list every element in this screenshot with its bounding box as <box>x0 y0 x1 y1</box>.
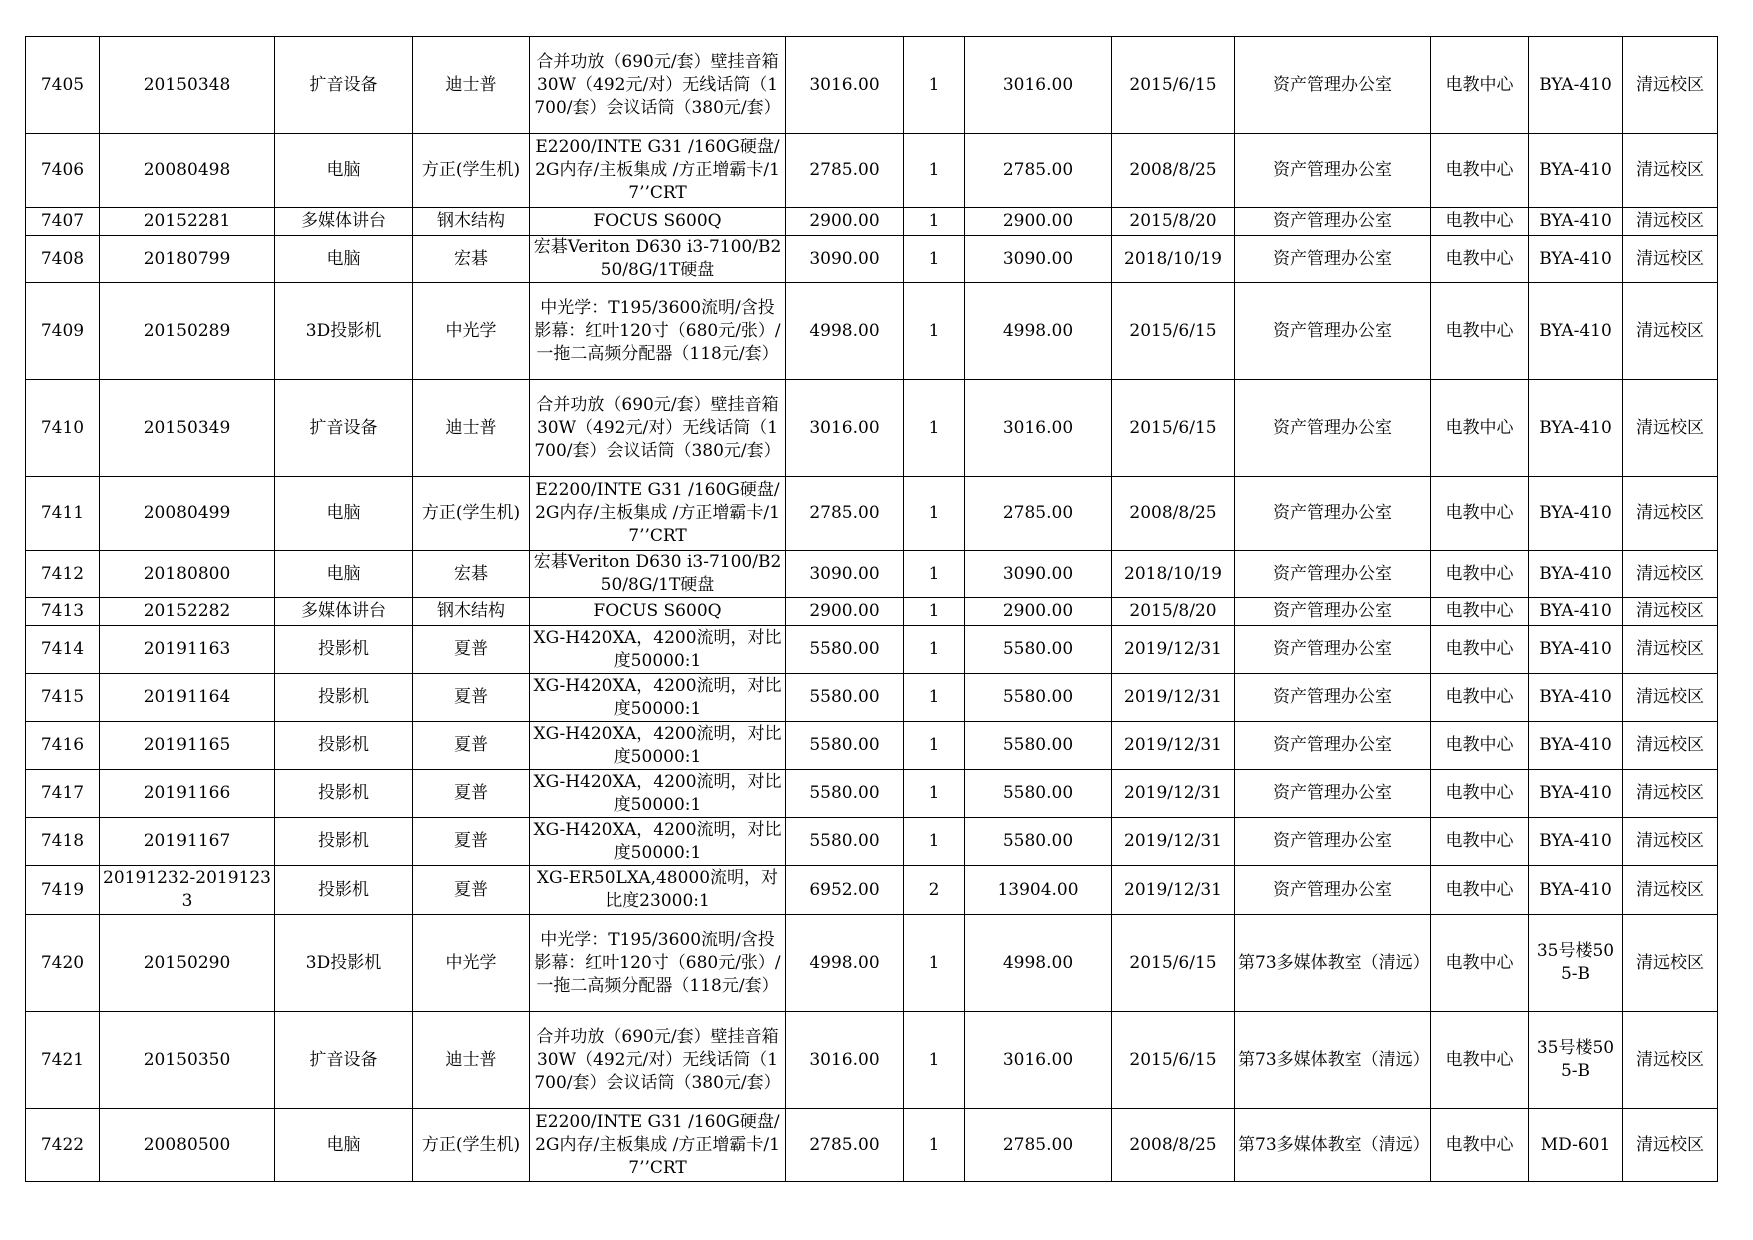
cell-code: 20191164 <box>100 674 275 722</box>
cell-name: 3D投影机 <box>275 283 413 380</box>
cell-code: 20080499 <box>100 477 275 551</box>
cell-campus: 清远校区 <box>1623 1012 1718 1109</box>
cell-qty: 1 <box>904 380 965 477</box>
cell-qty: 1 <box>904 674 965 722</box>
cell-location: 资产管理办公室 <box>1235 134 1431 208</box>
cell-seq: 7408 <box>26 236 100 283</box>
cell-qty: 1 <box>904 551 965 598</box>
cell-brand: 迪士普 <box>413 380 530 477</box>
cell-qty: 1 <box>904 236 965 283</box>
cell-location: 资产管理办公室 <box>1235 380 1431 477</box>
cell-seq: 7418 <box>26 818 100 866</box>
cell-price: 3016.00 <box>786 1012 904 1109</box>
cell-dept: 电教中心 <box>1431 551 1529 598</box>
cell-spec: FOCUS S600Q <box>530 208 786 236</box>
cell-room: BYA-410 <box>1529 236 1623 283</box>
cell-campus: 清远校区 <box>1623 818 1718 866</box>
cell-location: 资产管理办公室 <box>1235 674 1431 722</box>
table-row <box>26 1012 1718 1109</box>
cell-amount: 5580.00 <box>965 626 1112 674</box>
cell-room: BYA-410 <box>1529 134 1623 208</box>
cell-qty: 1 <box>904 208 965 236</box>
cell-room: MD-601 <box>1529 1109 1623 1182</box>
cell-room: BYA-410 <box>1529 626 1623 674</box>
cell-amount: 4998.00 <box>965 283 1112 380</box>
cell-seq: 7410 <box>26 380 100 477</box>
cell-brand: 夏普 <box>413 866 530 915</box>
table-row <box>26 674 1718 722</box>
cell-location: 资产管理办公室 <box>1235 770 1431 818</box>
cell-seq: 7407 <box>26 208 100 236</box>
table-row <box>26 236 1718 283</box>
cell-brand: 夏普 <box>413 818 530 866</box>
table-row <box>26 283 1718 380</box>
cell-code: 20150349 <box>100 380 275 477</box>
cell-price: 2900.00 <box>786 598 904 626</box>
cell-room: BYA-410 <box>1529 866 1623 915</box>
table-row <box>26 134 1718 208</box>
cell-date: 2015/6/15 <box>1112 283 1235 380</box>
cell-date: 2015/6/15 <box>1112 380 1235 477</box>
cell-amount: 2900.00 <box>965 208 1112 236</box>
cell-campus: 清远校区 <box>1623 598 1718 626</box>
cell-seq: 7411 <box>26 477 100 551</box>
cell-code: 20191163 <box>100 626 275 674</box>
cell-name: 扩音设备 <box>275 380 413 477</box>
cell-amount: 4998.00 <box>965 915 1112 1012</box>
cell-dept: 电教中心 <box>1431 722 1529 770</box>
table-row <box>26 208 1718 236</box>
table-row <box>26 626 1718 674</box>
cell-amount: 5580.00 <box>965 770 1112 818</box>
table-row <box>26 477 1718 551</box>
table-row <box>26 37 1718 134</box>
cell-qty: 1 <box>904 915 965 1012</box>
cell-dept: 电教中心 <box>1431 598 1529 626</box>
cell-dept: 电教中心 <box>1431 477 1529 551</box>
cell-qty: 1 <box>904 477 965 551</box>
cell-price: 5580.00 <box>786 626 904 674</box>
cell-dept: 电教中心 <box>1431 770 1529 818</box>
cell-name: 投影机 <box>275 818 413 866</box>
cell-spec: XG-H420XA，4200流明，对比度50000:1 <box>530 722 786 770</box>
cell-amount: 5580.00 <box>965 674 1112 722</box>
cell-location: 第73多媒体教室（清远） <box>1235 915 1431 1012</box>
cell-amount: 3090.00 <box>965 551 1112 598</box>
table-row <box>26 818 1718 866</box>
table-body <box>26 37 1718 1182</box>
cell-spec: 合并功放（690元/套）壁挂音箱30W（492元/对）无线话筒（1700/套）会议话筒（380元/套） <box>530 1012 786 1109</box>
cell-brand: 钢木结构 <box>413 598 530 626</box>
cell-price: 2900.00 <box>786 208 904 236</box>
cell-dept: 电教中心 <box>1431 626 1529 674</box>
cell-spec: E2200/INTE G31 /160G硬盘/2G内存/主板集成 /方正增霸卡/17’’CRT <box>530 1109 786 1182</box>
cell-dept: 电教中心 <box>1431 208 1529 236</box>
cell-location: 资产管理办公室 <box>1235 37 1431 134</box>
cell-code: 20191166 <box>100 770 275 818</box>
cell-seq: 7421 <box>26 1012 100 1109</box>
cell-amount: 3090.00 <box>965 236 1112 283</box>
cell-room: 35号楼505-B <box>1529 1012 1623 1109</box>
cell-date: 2019/12/31 <box>1112 722 1235 770</box>
cell-spec: 中光学：T195/3600流明/含投影幕：红叶120寸（680元/张）/一拖二高频分配器（118元/套） <box>530 283 786 380</box>
cell-brand: 夏普 <box>413 770 530 818</box>
cell-location: 资产管理办公室 <box>1235 818 1431 866</box>
cell-dept: 电教中心 <box>1431 1109 1529 1182</box>
cell-location: 第73多媒体教室（清远） <box>1235 1012 1431 1109</box>
cell-location: 资产管理办公室 <box>1235 283 1431 380</box>
cell-campus: 清远校区 <box>1623 722 1718 770</box>
cell-code: 20080498 <box>100 134 275 208</box>
table-row <box>26 866 1718 915</box>
cell-amount: 2900.00 <box>965 598 1112 626</box>
cell-name: 多媒体讲台 <box>275 208 413 236</box>
cell-brand: 宏碁 <box>413 551 530 598</box>
cell-campus: 清远校区 <box>1623 674 1718 722</box>
cell-date: 2018/10/19 <box>1112 551 1235 598</box>
cell-code: 20180799 <box>100 236 275 283</box>
cell-brand: 中光学 <box>413 283 530 380</box>
cell-campus: 清远校区 <box>1623 380 1718 477</box>
cell-dept: 电教中心 <box>1431 674 1529 722</box>
cell-campus: 清远校区 <box>1623 770 1718 818</box>
cell-amount: 3016.00 <box>965 380 1112 477</box>
cell-code: 20191167 <box>100 818 275 866</box>
cell-name: 电脑 <box>275 236 413 283</box>
cell-code: 20150290 <box>100 915 275 1012</box>
cell-name: 投影机 <box>275 722 413 770</box>
cell-date: 2019/12/31 <box>1112 818 1235 866</box>
table-row <box>26 770 1718 818</box>
cell-date: 2015/6/15 <box>1112 915 1235 1012</box>
cell-location: 资产管理办公室 <box>1235 208 1431 236</box>
cell-room: BYA-410 <box>1529 818 1623 866</box>
cell-room: BYA-410 <box>1529 674 1623 722</box>
cell-spec: 合并功放（690元/套）壁挂音箱30W（492元/对）无线话筒（1700/套）会议话筒（380元/套） <box>530 37 786 134</box>
cell-seq: 7419 <box>26 866 100 915</box>
cell-code: 20150348 <box>100 37 275 134</box>
cell-date: 2015/8/20 <box>1112 208 1235 236</box>
cell-campus: 清远校区 <box>1623 866 1718 915</box>
cell-dept: 电教中心 <box>1431 37 1529 134</box>
cell-qty: 2 <box>904 866 965 915</box>
table-row <box>26 1109 1718 1182</box>
cell-date: 2008/8/25 <box>1112 477 1235 551</box>
cell-qty: 1 <box>904 722 965 770</box>
cell-dept: 电教中心 <box>1431 283 1529 380</box>
cell-seq: 7417 <box>26 770 100 818</box>
cell-spec: 合并功放（690元/套）壁挂音箱30W（492元/对）无线话筒（1700/套）会议话筒（380元/套） <box>530 380 786 477</box>
cell-name: 电脑 <box>275 477 413 551</box>
cell-dept: 电教中心 <box>1431 866 1529 915</box>
cell-seq: 7420 <box>26 915 100 1012</box>
cell-code: 20150289 <box>100 283 275 380</box>
cell-spec: 宏碁Veriton D630 i3-7100/B250/8G/1T硬盘 <box>530 236 786 283</box>
cell-qty: 1 <box>904 626 965 674</box>
cell-campus: 清远校区 <box>1623 626 1718 674</box>
asset-table <box>25 36 1718 1182</box>
cell-room: BYA-410 <box>1529 722 1623 770</box>
cell-room: BYA-410 <box>1529 283 1623 380</box>
cell-code: 20180800 <box>100 551 275 598</box>
cell-location: 资产管理办公室 <box>1235 626 1431 674</box>
cell-qty: 1 <box>904 770 965 818</box>
cell-name: 电脑 <box>275 1109 413 1182</box>
cell-room: BYA-410 <box>1529 477 1623 551</box>
cell-spec: XG-ER50LXA,48000流明，对比度23000:1 <box>530 866 786 915</box>
cell-price: 3090.00 <box>786 236 904 283</box>
cell-qty: 1 <box>904 1109 965 1182</box>
cell-date: 2015/8/20 <box>1112 598 1235 626</box>
cell-code: 20150350 <box>100 1012 275 1109</box>
cell-brand: 方正(学生机) <box>413 134 530 208</box>
cell-qty: 1 <box>904 134 965 208</box>
cell-brand: 夏普 <box>413 626 530 674</box>
cell-seq: 7413 <box>26 598 100 626</box>
table-row <box>26 722 1718 770</box>
cell-spec: XG-H420XA，4200流明，对比度50000:1 <box>530 626 786 674</box>
cell-seq: 7422 <box>26 1109 100 1182</box>
cell-qty: 1 <box>904 598 965 626</box>
cell-amount: 3016.00 <box>965 37 1112 134</box>
cell-seq: 7406 <box>26 134 100 208</box>
cell-name: 投影机 <box>275 866 413 915</box>
cell-dept: 电教中心 <box>1431 1012 1529 1109</box>
cell-campus: 清远校区 <box>1623 37 1718 134</box>
cell-brand: 中光学 <box>413 915 530 1012</box>
cell-amount: 2785.00 <box>965 1109 1112 1182</box>
cell-dept: 电教中心 <box>1431 818 1529 866</box>
cell-date: 2018/10/19 <box>1112 236 1235 283</box>
table-row <box>26 598 1718 626</box>
cell-amount: 2785.00 <box>965 477 1112 551</box>
cell-seq: 7414 <box>26 626 100 674</box>
cell-amount: 2785.00 <box>965 134 1112 208</box>
cell-spec: XG-H420XA，4200流明，对比度50000:1 <box>530 818 786 866</box>
cell-price: 5580.00 <box>786 770 904 818</box>
cell-room: BYA-410 <box>1529 380 1623 477</box>
cell-campus: 清远校区 <box>1623 134 1718 208</box>
cell-code: 20080500 <box>100 1109 275 1182</box>
cell-dept: 电教中心 <box>1431 915 1529 1012</box>
cell-date: 2015/6/15 <box>1112 1012 1235 1109</box>
cell-price: 2785.00 <box>786 477 904 551</box>
cell-qty: 1 <box>904 37 965 134</box>
cell-qty: 1 <box>904 818 965 866</box>
cell-name: 3D投影机 <box>275 915 413 1012</box>
cell-seq: 7412 <box>26 551 100 598</box>
cell-location: 资产管理办公室 <box>1235 236 1431 283</box>
cell-date: 2019/12/31 <box>1112 866 1235 915</box>
cell-spec: E2200/INTE G31 /160G硬盘/2G内存/主板集成 /方正增霸卡/17’’CRT <box>530 477 786 551</box>
cell-brand: 钢木结构 <box>413 208 530 236</box>
cell-campus: 清远校区 <box>1623 551 1718 598</box>
cell-brand: 迪士普 <box>413 37 530 134</box>
cell-date: 2008/8/25 <box>1112 134 1235 208</box>
cell-price: 4998.00 <box>786 915 904 1012</box>
cell-spec: E2200/INTE G31 /160G硬盘/2G内存/主板集成 /方正增霸卡/17’’CRT <box>530 134 786 208</box>
cell-price: 5580.00 <box>786 722 904 770</box>
cell-qty: 1 <box>904 1012 965 1109</box>
cell-spec: XG-H420XA，4200流明，对比度50000:1 <box>530 770 786 818</box>
cell-name: 扩音设备 <box>275 37 413 134</box>
cell-campus: 清远校区 <box>1623 283 1718 380</box>
cell-name: 电脑 <box>275 134 413 208</box>
cell-price: 3016.00 <box>786 380 904 477</box>
cell-price: 3090.00 <box>786 551 904 598</box>
cell-seq: 7416 <box>26 722 100 770</box>
cell-spec: 中光学：T195/3600流明/含投影幕：红叶120寸（680元/张）/一拖二高频分配器（118元/套） <box>530 915 786 1012</box>
cell-amount: 5580.00 <box>965 818 1112 866</box>
cell-campus: 清远校区 <box>1623 1109 1718 1182</box>
table-row <box>26 551 1718 598</box>
cell-location: 资产管理办公室 <box>1235 598 1431 626</box>
cell-spec: XG-H420XA，4200流明，对比度50000:1 <box>530 674 786 722</box>
cell-location: 资产管理办公室 <box>1235 551 1431 598</box>
cell-brand: 夏普 <box>413 722 530 770</box>
cell-name: 投影机 <box>275 626 413 674</box>
cell-dept: 电教中心 <box>1431 380 1529 477</box>
cell-location: 资产管理办公室 <box>1235 866 1431 915</box>
cell-name: 多媒体讲台 <box>275 598 413 626</box>
cell-amount: 3016.00 <box>965 1012 1112 1109</box>
cell-price: 3016.00 <box>786 37 904 134</box>
cell-campus: 清远校区 <box>1623 477 1718 551</box>
cell-code: 20152281 <box>100 208 275 236</box>
table-row <box>26 915 1718 1012</box>
cell-seq: 7415 <box>26 674 100 722</box>
cell-brand: 宏碁 <box>413 236 530 283</box>
cell-room: BYA-410 <box>1529 208 1623 236</box>
cell-code: 20191165 <box>100 722 275 770</box>
cell-room: BYA-410 <box>1529 37 1623 134</box>
cell-brand: 方正(学生机) <box>413 1109 530 1182</box>
cell-spec: 宏碁Veriton D630 i3-7100/B250/8G/1T硬盘 <box>530 551 786 598</box>
cell-seq: 7409 <box>26 283 100 380</box>
cell-date: 2008/8/25 <box>1112 1109 1235 1182</box>
cell-location: 资产管理办公室 <box>1235 477 1431 551</box>
cell-location: 第73多媒体教室（清远） <box>1235 1109 1431 1182</box>
cell-amount: 13904.00 <box>965 866 1112 915</box>
cell-date: 2019/12/31 <box>1112 674 1235 722</box>
cell-seq: 7405 <box>26 37 100 134</box>
cell-price: 5580.00 <box>786 818 904 866</box>
cell-date: 2019/12/31 <box>1112 626 1235 674</box>
cell-qty: 1 <box>904 283 965 380</box>
cell-name: 投影机 <box>275 674 413 722</box>
cell-price: 5580.00 <box>786 674 904 722</box>
cell-code: 20191232-20191233 <box>100 866 275 915</box>
cell-room: BYA-410 <box>1529 598 1623 626</box>
cell-brand: 夏普 <box>413 674 530 722</box>
cell-price: 2785.00 <box>786 1109 904 1182</box>
table-row <box>26 380 1718 477</box>
cell-name: 投影机 <box>275 770 413 818</box>
cell-room: BYA-410 <box>1529 551 1623 598</box>
cell-room: BYA-410 <box>1529 770 1623 818</box>
cell-campus: 清远校区 <box>1623 915 1718 1012</box>
cell-date: 2019/12/31 <box>1112 770 1235 818</box>
cell-name: 电脑 <box>275 551 413 598</box>
cell-price: 2785.00 <box>786 134 904 208</box>
cell-room: 35号楼505-B <box>1529 915 1623 1012</box>
cell-date: 2015/6/15 <box>1112 37 1235 134</box>
cell-dept: 电教中心 <box>1431 134 1529 208</box>
cell-dept: 电教中心 <box>1431 236 1529 283</box>
cell-location: 资产管理办公室 <box>1235 722 1431 770</box>
cell-code: 20152282 <box>100 598 275 626</box>
cell-campus: 清远校区 <box>1623 236 1718 283</box>
cell-price: 4998.00 <box>786 283 904 380</box>
cell-campus: 清远校区 <box>1623 208 1718 236</box>
cell-brand: 方正(学生机) <box>413 477 530 551</box>
cell-amount: 5580.00 <box>965 722 1112 770</box>
cell-spec: FOCUS S600Q <box>530 598 786 626</box>
cell-name: 扩音设备 <box>275 1012 413 1109</box>
cell-price: 6952.00 <box>786 866 904 915</box>
cell-brand: 迪士普 <box>413 1012 530 1109</box>
